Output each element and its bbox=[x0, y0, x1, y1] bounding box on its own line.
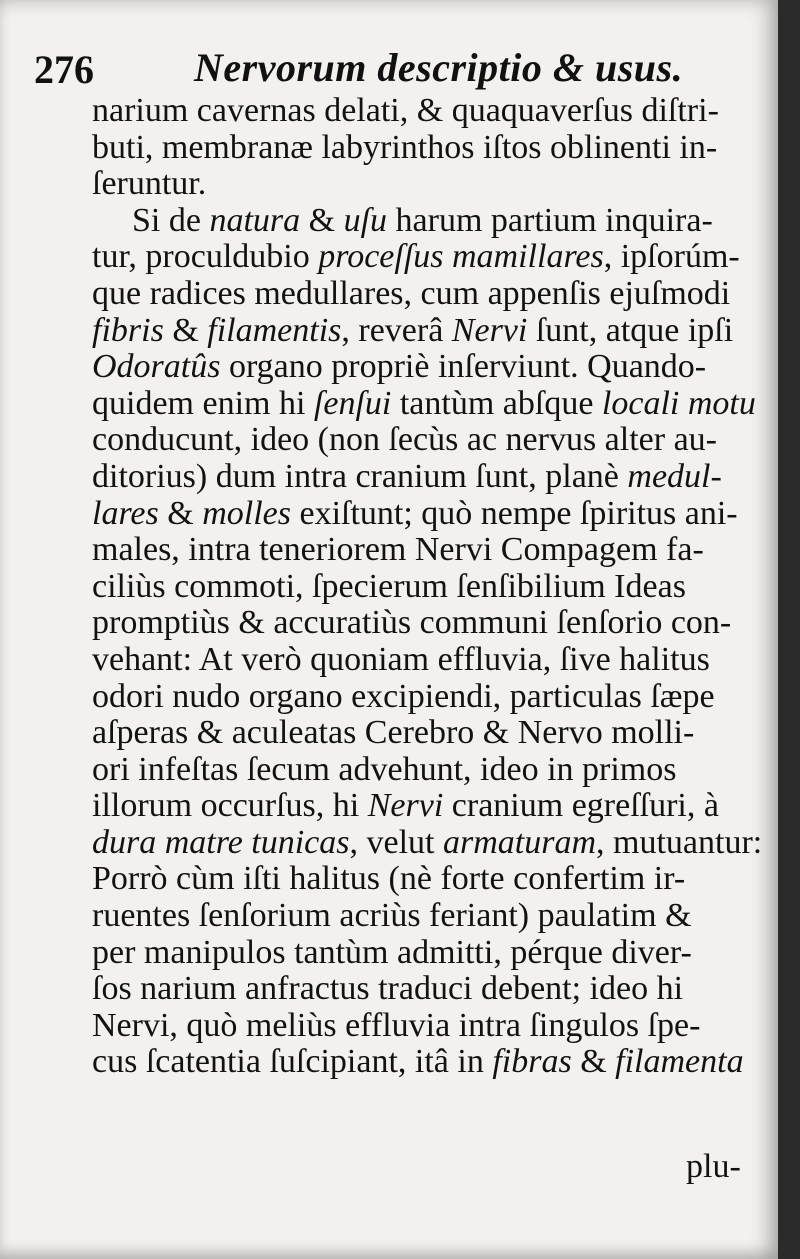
text-line bbox=[92, 496, 742, 533]
text-line: ciliùs commoti, ſpecierum ſenſibilium Ideas bbox=[92, 567, 686, 605]
text-line: buti, membranæ labyrinthos iſtos oblinenti in- bbox=[92, 128, 718, 166]
page-header bbox=[34, 36, 734, 96]
text-run: organo propriè inſerviunt. Quando- bbox=[220, 348, 707, 386]
text-run: cus ſcatentia ſuſcipiant, itâ in bbox=[92, 1043, 493, 1081]
text-run: & bbox=[158, 494, 203, 532]
page-number: 276 bbox=[34, 47, 94, 92]
text-line: vehant: At verò quoniam effluvia, ſive halitus bbox=[92, 640, 710, 678]
text-line: promptiùs & accuratiùs communi ſenſorio con- bbox=[92, 604, 732, 642]
text-run: ſunt, atque ipſi bbox=[527, 311, 734, 349]
italic-run: dura matre tunicas bbox=[92, 823, 350, 861]
text-line: odori nudo organo excipiendi, particulas ſæpe bbox=[92, 677, 715, 715]
text-line bbox=[92, 349, 742, 386]
text-run: & bbox=[300, 201, 344, 239]
text-line: ſos narium anfractus traduci debent; ideo hi bbox=[92, 970, 684, 1008]
italic-run: lares bbox=[92, 494, 159, 532]
text-line: Porrò cùm iſti halitus (nè forte confertim ir- bbox=[92, 860, 686, 898]
text-run: & bbox=[571, 1043, 616, 1081]
italic-run: proceſſus mamillares bbox=[318, 238, 604, 276]
text-line bbox=[92, 313, 742, 350]
text-run: & bbox=[163, 311, 208, 349]
text-line: ruentes ſenſorium acriùs feriant) paulatim & bbox=[92, 897, 692, 935]
italic-run: molles bbox=[202, 494, 291, 532]
italic-run: filamenta bbox=[615, 1043, 744, 1081]
body-text bbox=[92, 92, 763, 1081]
italic-run: medul- bbox=[627, 457, 722, 495]
text-line: conducunt, ideo (non ſecùs ac nervus alter au- bbox=[92, 421, 717, 459]
italic-run: ſenſui bbox=[313, 384, 392, 422]
text-run: tantùm abſque bbox=[391, 384, 602, 422]
text-run: , velut bbox=[349, 823, 443, 861]
text-line: per manipulos tantùm admitti, pérque diver- bbox=[92, 933, 692, 971]
italic-run: filamentis bbox=[207, 311, 342, 349]
text-line: ſeruntur. bbox=[92, 165, 207, 203]
text-line: Nervi, quò meliùs effluvia intra ſingulos ſpe- bbox=[92, 1006, 701, 1044]
text-run: , ipſorúm- bbox=[603, 238, 740, 276]
text-run: harum partium inquira- bbox=[387, 201, 713, 239]
text-run: illorum occurſus, hi bbox=[92, 787, 368, 825]
italic-run: armaturam bbox=[443, 823, 597, 861]
text-line bbox=[92, 239, 742, 276]
text-line bbox=[92, 384, 756, 423]
italic-run: natura bbox=[209, 201, 301, 239]
text-run: quidem enim hi bbox=[92, 384, 314, 422]
text-run: exiſtunt; quò nempe ſpiritus ani- bbox=[290, 494, 738, 532]
text-line bbox=[92, 823, 763, 862]
italic-run: Nervi bbox=[367, 787, 444, 825]
text-line bbox=[92, 788, 742, 825]
italic-run: Odoratûs bbox=[92, 348, 221, 386]
catchword: plu- bbox=[686, 1148, 741, 1185]
text-line: males, intra teneriorem Nervi Compagem fa- bbox=[92, 531, 704, 569]
text-line: narium cavernas delati, & quaquaverſus diſtri- bbox=[92, 92, 719, 129]
italic-run: fibris bbox=[92, 311, 164, 349]
text-run: ditorius) dum intra cranium ſunt, planè bbox=[92, 457, 628, 495]
text-run: tur, proculdubio bbox=[92, 238, 319, 276]
running-title: Nervorum descriptio & usus. bbox=[194, 45, 684, 90]
text-line: que radices medullares, cum appenſis ejuſmodi bbox=[92, 274, 731, 312]
text-line bbox=[92, 203, 742, 240]
text-run: Si de bbox=[132, 201, 210, 239]
italic-run: locali motu bbox=[601, 384, 756, 422]
italic-run: fibras bbox=[492, 1043, 572, 1081]
text-run: cranium egreſſuri, à bbox=[443, 787, 719, 825]
text-line: ori infeſtas ſecum advehunt, ideo in primos bbox=[92, 750, 677, 788]
text-line bbox=[92, 459, 742, 496]
text-line bbox=[92, 1044, 742, 1081]
italic-run: Nervi bbox=[451, 311, 528, 349]
italic-run: uſu bbox=[343, 201, 388, 239]
text-run: , mutuantur: bbox=[596, 823, 763, 861]
text-run: , reverâ bbox=[341, 311, 452, 349]
text-line: aſperas & aculeatas Cerebro & Nervo molli- bbox=[92, 714, 695, 752]
